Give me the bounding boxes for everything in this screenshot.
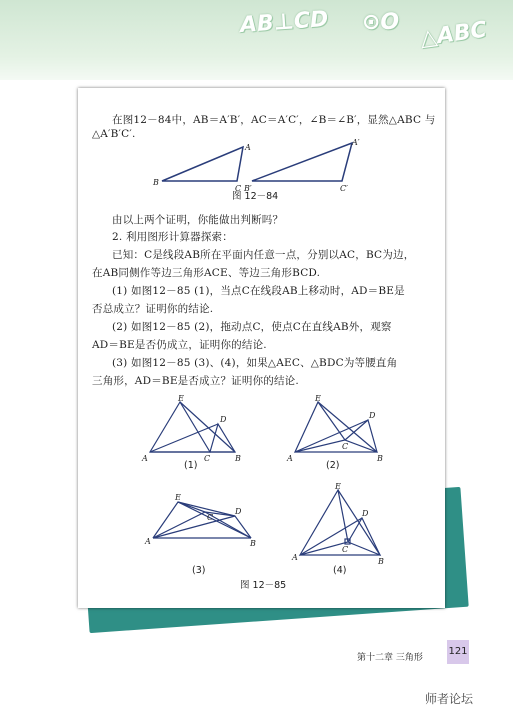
- body-line-6: 在AB同侧作等边三角形ACE、等边三角形BCD.: [92, 267, 321, 279]
- svg-text:A: A: [292, 553, 298, 562]
- svg-text:A: A: [287, 454, 293, 463]
- svg-text:E: E: [335, 482, 341, 491]
- svg-text:B: B: [250, 539, 256, 548]
- svg-text:D: D: [369, 411, 376, 420]
- body-line-2: △A′B′C′.: [92, 128, 136, 140]
- figure-12-85-4: [290, 480, 390, 565]
- figure-12-85-3: [143, 490, 261, 550]
- svg-text:D: D: [235, 507, 242, 516]
- svg-text:E: E: [178, 394, 184, 403]
- body-line-8: 否总成立？证明你的结论.: [92, 303, 214, 315]
- figure-12-85-sub-2: (2): [326, 460, 340, 471]
- svg-text:B: B: [377, 454, 383, 463]
- watermark: 师者论坛: [425, 692, 474, 706]
- svg-text:D: D: [220, 415, 227, 424]
- svg-text:C′: C′: [340, 184, 348, 193]
- svg-text:B: B: [153, 178, 159, 187]
- svg-text:A′: A′: [352, 138, 360, 147]
- body-line-12: 三角形，AD＝BE是否成立？证明你的结论.: [92, 375, 299, 387]
- body-line-11: (3) 如图12－85 (3)、(4)，如果△AEC、△BDC为等腰直角: [112, 357, 398, 369]
- svg-text:E: E: [175, 493, 181, 502]
- body-line-1: 在图12－84中，AB＝A′B′，AC＝A′C′，∠B＝∠B′，显然△ABC 与: [112, 114, 436, 126]
- figure-12-84: [140, 133, 380, 193]
- svg-text:C: C: [207, 513, 214, 522]
- body-line-3: 由以上两个证明，你能做出判断吗？: [112, 214, 284, 226]
- svg-text:C: C: [204, 454, 211, 463]
- triangle-abc: [162, 147, 243, 181]
- figure-12-84-caption: 图 12－84: [232, 191, 279, 202]
- svg-text:A: A: [245, 143, 251, 152]
- svg-text:C: C: [235, 184, 242, 193]
- body-line-7: (1) 如图12－85 (1)，当点C在线段AB上移动时，AD＝BE是: [112, 285, 405, 297]
- triangle-abc-prime: [252, 143, 352, 181]
- svg-text:B: B: [235, 454, 241, 463]
- svg-text:A: A: [142, 454, 148, 463]
- svg-text:E: E: [315, 394, 321, 403]
- chapter-title: 第十二章 三角形: [357, 653, 423, 663]
- body-line-4: 2. 利用图形计算器探索：: [112, 231, 233, 243]
- body-line-5: 已知：C是线段AB所在平面内任意一点，分别以AC，BC为边，: [112, 249, 415, 261]
- figure-12-85-sub-1: (1): [184, 460, 198, 471]
- page-number: 121: [447, 640, 469, 664]
- svg-text:A: A: [145, 537, 151, 546]
- svg-text:B′: B′: [244, 184, 252, 193]
- body-line-9: (2) 如图12－85 (2)，拖动点C，使点C在直线AB外，观察: [112, 321, 392, 333]
- svg-text:C: C: [342, 442, 349, 451]
- footer-bar: [0, 640, 513, 670]
- figure-12-85-sub-4: (4): [333, 565, 347, 576]
- svg-text:D: D: [362, 509, 369, 518]
- header-deco-circle: ⊙O: [362, 10, 400, 35]
- figure-12-85-1: [140, 392, 245, 464]
- svg-text:B: B: [378, 557, 384, 565]
- figure-12-85-sub-3: (3): [192, 565, 206, 576]
- svg-text:C: C: [342, 545, 349, 554]
- header-deco-perpendicular: AB⊥CD: [239, 6, 330, 39]
- figure-12-85-caption: 图 12－85: [240, 580, 287, 591]
- figure-12-85-2: [283, 392, 388, 464]
- body-line-10: AD＝BE是否仍成立，证明你的结论.: [92, 339, 267, 351]
- header-deco-triangle: △ABC: [418, 17, 489, 52]
